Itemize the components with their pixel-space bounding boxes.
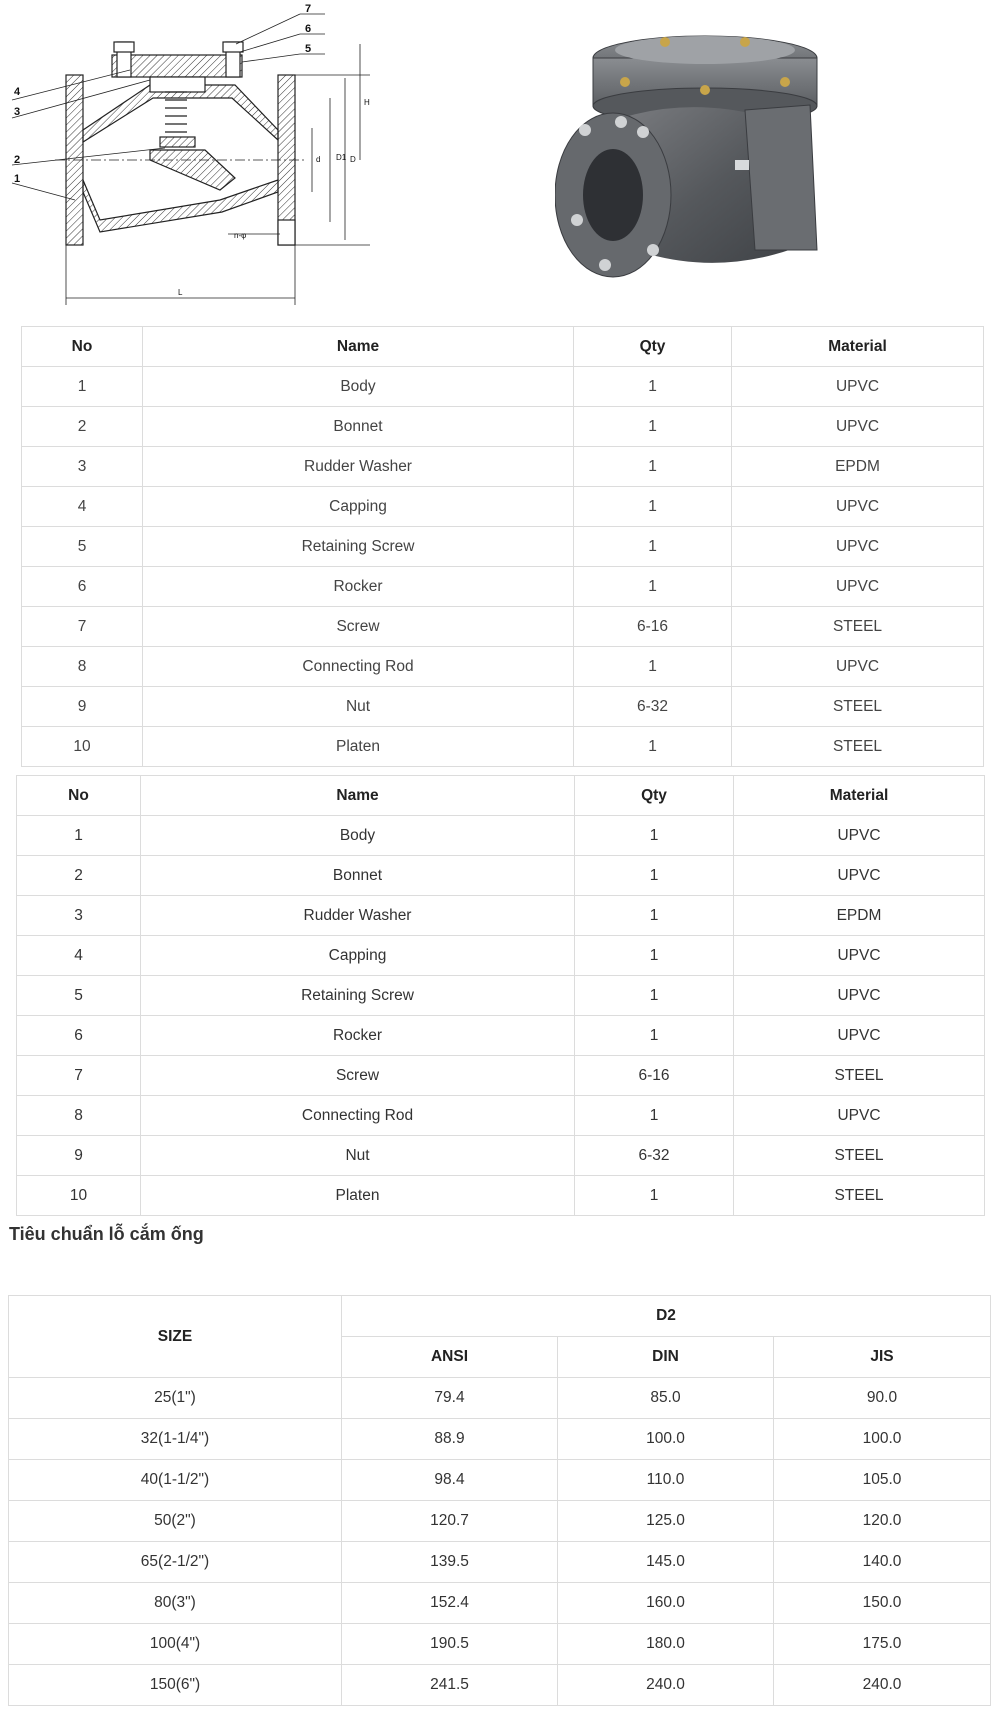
part-material-cell: EPDM <box>734 896 985 936</box>
part-number-cell: 3 <box>22 447 143 487</box>
table-row <box>22 487 984 527</box>
ansi-cell: 120.7 <box>342 1501 558 1542</box>
size-cell: 100(4") <box>9 1624 342 1665</box>
jis-cell: 150.0 <box>774 1583 991 1624</box>
table-header-row <box>9 1296 991 1337</box>
jis-cell: 140.0 <box>774 1542 991 1583</box>
column-header-no: No <box>22 327 143 367</box>
part-qty-cell: 1 <box>574 727 732 767</box>
dimension-label: n-φ <box>234 231 247 240</box>
column-header-jis: JIS <box>774 1337 991 1378</box>
size-cell: 65(2-1/2") <box>9 1542 342 1583</box>
part-name-cell: Nut <box>143 687 574 727</box>
dimension-label: L <box>178 288 183 297</box>
part-number-cell: 10 <box>22 727 143 767</box>
part-qty-cell: 1 <box>574 407 732 447</box>
din-cell: 240.0 <box>558 1665 774 1706</box>
part-number-cell: 8 <box>17 1096 141 1136</box>
size-cell: 25(1") <box>9 1378 342 1419</box>
table-header-row <box>22 327 984 367</box>
table-row <box>17 1056 985 1096</box>
part-qty-cell: 1 <box>575 1096 734 1136</box>
parts-table <box>16 775 985 1216</box>
jis-cell: 120.0 <box>774 1501 991 1542</box>
ansi-cell: 139.5 <box>342 1542 558 1583</box>
part-name-cell: Rocker <box>143 567 574 607</box>
part-name-cell: Screw <box>141 1056 575 1096</box>
ansi-cell: 152.4 <box>342 1583 558 1624</box>
table-row <box>17 856 985 896</box>
table-row <box>22 687 984 727</box>
part-material-cell: STEEL <box>734 1176 985 1216</box>
part-name-cell: Platen <box>141 1176 575 1216</box>
table-row <box>9 1665 991 1706</box>
part-number-cell: 2 <box>22 407 143 447</box>
table-row <box>17 816 985 856</box>
part-qty-cell: 1 <box>575 856 734 896</box>
part-material-cell: STEEL <box>734 1136 985 1176</box>
part-qty-cell: 1 <box>574 447 732 487</box>
ansi-cell: 98.4 <box>342 1460 558 1501</box>
part-qty-cell: 1 <box>575 1176 734 1216</box>
part-number-cell: 5 <box>22 527 143 567</box>
column-header-material: Material <box>732 327 984 367</box>
ansi-cell: 190.5 <box>342 1624 558 1665</box>
part-material-cell: UPVC <box>734 856 985 896</box>
part-material-cell: EPDM <box>732 447 984 487</box>
part-name-cell: Connecting Rod <box>143 647 574 687</box>
column-header-qty: Qty <box>574 327 732 367</box>
din-cell: 100.0 <box>558 1419 774 1460</box>
part-qty-cell: 1 <box>574 647 732 687</box>
part-name-cell: Rocker <box>141 1016 575 1056</box>
din-cell: 145.0 <box>558 1542 774 1583</box>
column-header-din: DIN <box>558 1337 774 1378</box>
part-name-cell: Capping <box>141 936 575 976</box>
jis-cell: 100.0 <box>774 1419 991 1460</box>
part-material-cell: UPVC <box>734 936 985 976</box>
part-material-cell: UPVC <box>732 487 984 527</box>
part-number-cell: 5 <box>17 976 141 1016</box>
din-cell: 125.0 <box>558 1501 774 1542</box>
part-qty-cell: 1 <box>575 896 734 936</box>
part-qty-cell: 6-32 <box>575 1136 734 1176</box>
table-row <box>22 367 984 407</box>
part-qty-cell: 1 <box>575 1016 734 1056</box>
part-qty-cell: 1 <box>574 367 732 407</box>
callout-label: 2 <box>14 154 21 166</box>
part-number-cell: 7 <box>22 607 143 647</box>
callout-label: 7 <box>305 3 312 15</box>
size-cell: 40(1-1/2") <box>9 1460 342 1501</box>
column-header-name: Name <box>141 776 575 816</box>
callout-label: 6 <box>305 23 312 35</box>
table-row <box>22 567 984 607</box>
table-row <box>17 1136 985 1176</box>
table-row <box>9 1460 991 1501</box>
table-row <box>9 1542 991 1583</box>
part-number-cell: 4 <box>22 487 143 527</box>
part-number-cell: 4 <box>17 936 141 976</box>
din-cell: 160.0 <box>558 1583 774 1624</box>
socket-standard-table <box>8 1295 991 1706</box>
part-material-cell: STEEL <box>732 607 984 647</box>
table-row <box>9 1583 991 1624</box>
ansi-cell: 241.5 <box>342 1665 558 1706</box>
part-qty-cell: 6-32 <box>574 687 732 727</box>
part-name-cell: Body <box>141 816 575 856</box>
part-number-cell: 2 <box>17 856 141 896</box>
part-name-cell: Platen <box>143 727 574 767</box>
table-row <box>17 1016 985 1056</box>
table-row <box>22 727 984 767</box>
part-name-cell: Connecting Rod <box>141 1096 575 1136</box>
product-figures <box>0 0 996 310</box>
part-material-cell: UPVC <box>732 367 984 407</box>
part-material-cell: UPVC <box>734 1016 985 1056</box>
table-row <box>17 1176 985 1216</box>
part-number-cell: 3 <box>17 896 141 936</box>
dimension-label: D1 <box>336 153 347 162</box>
part-material-cell: UPVC <box>734 976 985 1016</box>
din-cell: 110.0 <box>558 1460 774 1501</box>
part-name-cell: Capping <box>143 487 574 527</box>
table-row <box>22 607 984 647</box>
part-number-cell: 9 <box>22 687 143 727</box>
dimension-label: d <box>316 155 321 164</box>
size-cell: 150(6") <box>9 1665 342 1706</box>
column-header-material: Material <box>734 776 985 816</box>
table-row <box>17 976 985 1016</box>
part-name-cell: Retaining Screw <box>141 976 575 1016</box>
table-row <box>9 1501 991 1542</box>
callout-label: 3 <box>14 106 21 118</box>
part-qty-cell: 1 <box>575 936 734 976</box>
part-qty-cell: 1 <box>574 527 732 567</box>
part-qty-cell: 6-16 <box>575 1056 734 1096</box>
jis-cell: 105.0 <box>774 1460 991 1501</box>
jis-cell: 90.0 <box>774 1378 991 1419</box>
part-material-cell: STEEL <box>732 727 984 767</box>
part-material-cell: STEEL <box>734 1056 985 1096</box>
ansi-cell: 79.4 <box>342 1378 558 1419</box>
table-row <box>17 1096 985 1136</box>
part-name-cell: Body <box>143 367 574 407</box>
callout-label: 4 <box>14 86 21 98</box>
table-row <box>17 896 985 936</box>
part-name-cell: Bonnet <box>143 407 574 447</box>
part-name-cell: Nut <box>141 1136 575 1176</box>
table-header-row <box>17 776 985 816</box>
part-material-cell: UPVC <box>732 527 984 567</box>
part-qty-cell: 1 <box>574 567 732 607</box>
part-qty-cell: 6-16 <box>574 607 732 647</box>
part-material-cell: UPVC <box>732 567 984 607</box>
table-row <box>22 647 984 687</box>
part-number-cell: 6 <box>22 567 143 607</box>
dimension-label: D <box>350 155 356 164</box>
part-name-cell: Rudder Washer <box>143 447 574 487</box>
callout-label: 5 <box>305 43 312 55</box>
callout-label: 1 <box>14 173 21 185</box>
section-title: Tiêu chuẩn lỗ cắm ống <box>9 1224 204 1244</box>
jis-cell: 175.0 <box>774 1624 991 1665</box>
part-number-cell: 7 <box>17 1056 141 1096</box>
table-row <box>17 936 985 976</box>
jis-cell: 240.0 <box>774 1665 991 1706</box>
table-row <box>22 527 984 567</box>
part-name-cell: Rudder Washer <box>141 896 575 936</box>
part-number-cell: 1 <box>22 367 143 407</box>
dimension-label: H <box>364 98 370 107</box>
ansi-cell: 88.9 <box>342 1419 558 1460</box>
size-cell: 80(3") <box>9 1583 342 1624</box>
part-material-cell: STEEL <box>732 687 984 727</box>
part-name-cell: Bonnet <box>141 856 575 896</box>
din-cell: 180.0 <box>558 1624 774 1665</box>
din-cell: 85.0 <box>558 1378 774 1419</box>
size-cell: 32(1-1/4") <box>9 1419 342 1460</box>
column-header-size: SIZE <box>9 1296 342 1378</box>
part-material-cell: UPVC <box>732 407 984 447</box>
column-header-no: No <box>17 776 141 816</box>
table-row <box>22 407 984 447</box>
table-row <box>9 1419 991 1460</box>
part-number-cell: 9 <box>17 1136 141 1176</box>
part-qty-cell: 1 <box>575 976 734 1016</box>
table-row <box>22 447 984 487</box>
part-number-cell: 1 <box>17 816 141 856</box>
part-name-cell: Screw <box>143 607 574 647</box>
column-group-header-d2: D2 <box>342 1296 991 1337</box>
part-material-cell: UPVC <box>734 816 985 856</box>
part-material-cell: UPVC <box>732 647 984 687</box>
part-number-cell: 10 <box>17 1176 141 1216</box>
part-material-cell: UPVC <box>734 1096 985 1136</box>
part-name-cell: Retaining Screw <box>143 527 574 567</box>
part-qty-cell: 1 <box>575 816 734 856</box>
column-header-qty: Qty <box>575 776 734 816</box>
size-cell: 50(2") <box>9 1501 342 1542</box>
parts-table <box>21 326 984 767</box>
part-qty-cell: 1 <box>574 487 732 527</box>
table-row <box>9 1378 991 1419</box>
table-row <box>9 1624 991 1665</box>
valve-product-image <box>555 20 875 300</box>
column-header-name: Name <box>143 327 574 367</box>
part-number-cell: 8 <box>22 647 143 687</box>
valve-cross-section-drawing <box>0 0 400 310</box>
part-number-cell: 6 <box>17 1016 141 1056</box>
column-header-ansi: ANSI <box>342 1337 558 1378</box>
